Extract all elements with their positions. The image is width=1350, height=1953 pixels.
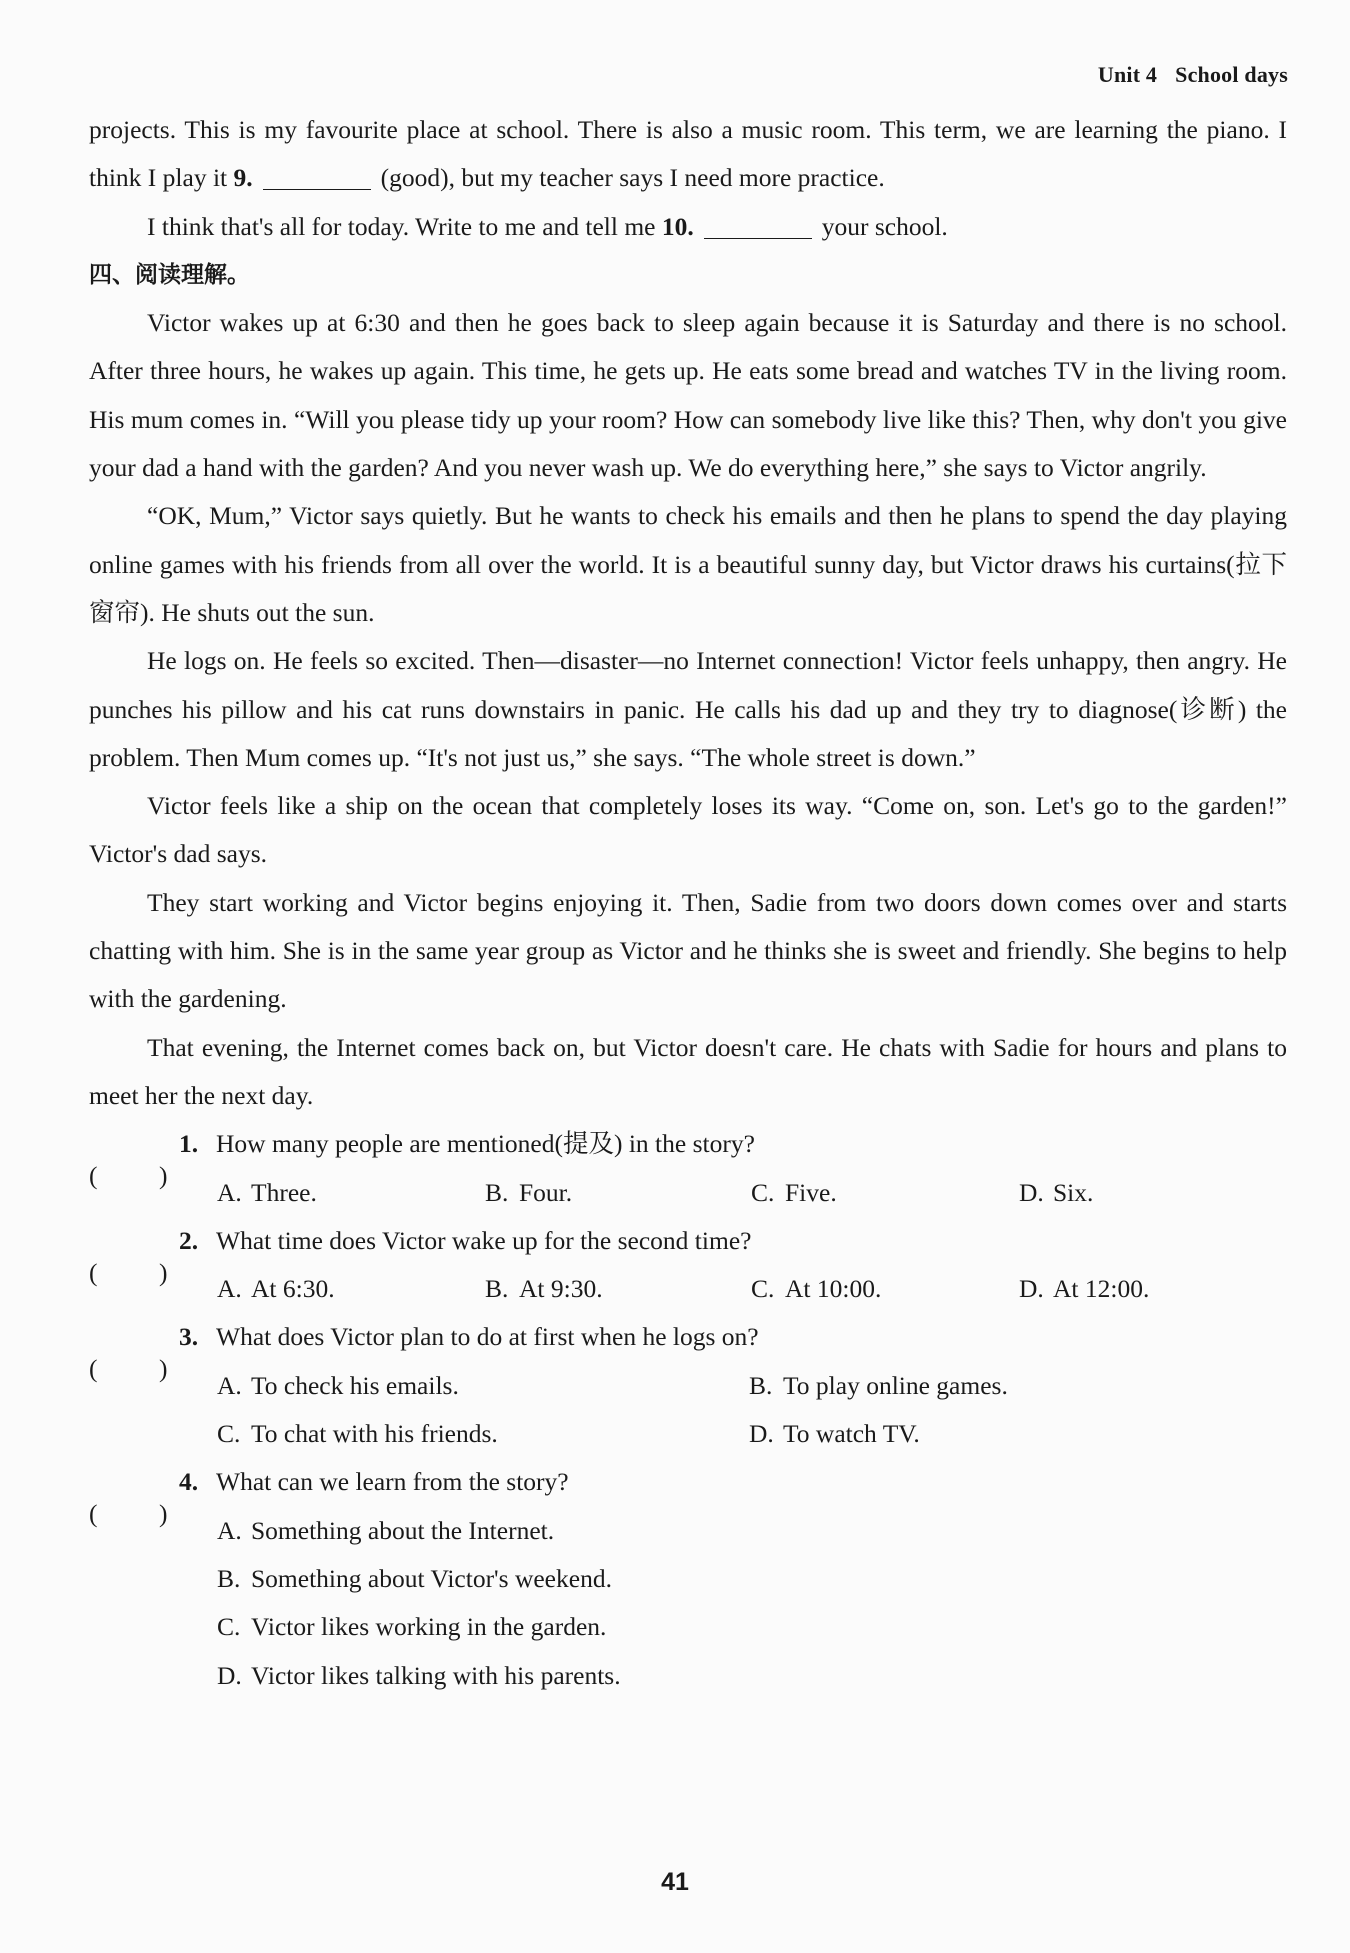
- option-text: To chat with his friends.: [251, 1419, 498, 1449]
- option-text: At 6:30.: [251, 1274, 335, 1304]
- question-4: [89, 1458, 1287, 1529]
- option-text: To check his emails.: [251, 1370, 459, 1400]
- question-number: 4.: [179, 1467, 199, 1497]
- option-b[interactable]: [485, 1169, 572, 1217]
- question-text: What does Victor plan to do at first when he logs on?: [216, 1322, 759, 1352]
- reading-paragraph: Victor wakes up at 6:30 and then he goes back to sleep again because it is Saturday and there is no school. After three hours, he wakes up again. This time, he gets up. He eats some bread and watches TV in the living room. His mum comes in. “Will you please tidy up your room? How can somebody live like this? Then, why don't you give your dad a hand with the garden? And you never wash up. We do everything here,” she says to Victor angrily.: [89, 308, 1287, 483]
- option-a[interactable]: [217, 1265, 335, 1313]
- option-letter: C.: [217, 1419, 241, 1449]
- question-4-option-c-row: [89, 1603, 1287, 1651]
- blank-number-10: 10.: [661, 211, 694, 241]
- option-d[interactable]: [1019, 1169, 1093, 1217]
- answer-blank-9[interactable]: [263, 164, 371, 191]
- option-a[interactable]: [217, 1362, 459, 1410]
- option-letter: A.: [217, 1177, 242, 1207]
- option-text: Six.: [1053, 1177, 1094, 1207]
- option-letter: A.: [217, 1515, 242, 1545]
- paren-left: (: [89, 1161, 98, 1191]
- page-content: [89, 106, 1287, 1700]
- option-b[interactable]: [485, 1265, 603, 1313]
- question-number: 3.: [179, 1322, 199, 1352]
- option-c[interactable]: [217, 1603, 606, 1651]
- option-letter: A.: [217, 1370, 242, 1400]
- question-4-option-d-row: [89, 1652, 1287, 1700]
- option-letter: C.: [217, 1612, 241, 1642]
- reading-paragraph: “OK, Mum,” Victor says quietly. But he wants to check his emails and then he plans to spend the day playing online games with his friends from all over the world. It is a beautiful sunny day, but Victor draws his curtains(拉下窗帘). He shuts out the sun.: [89, 501, 1287, 627]
- option-d[interactable]: [749, 1410, 920, 1458]
- blank-number-9: 9.: [233, 163, 253, 193]
- section-title: 四、阅读理解。: [89, 261, 250, 288]
- reading-paragraph: That evening, the Internet comes back on, but Victor doesn't care. He chats with Sadie for hours and plans to meet her the next day.: [89, 1032, 1287, 1110]
- question-2: [89, 1217, 1287, 1287]
- paren-left: (: [89, 1257, 98, 1287]
- option-text: Victor likes working in the garden.: [251, 1612, 607, 1642]
- option-d[interactable]: [217, 1652, 621, 1700]
- option-a[interactable]: [217, 1507, 554, 1555]
- question-2-options: [89, 1265, 1287, 1313]
- option-a[interactable]: [217, 1169, 317, 1217]
- option-letter: D.: [1019, 1274, 1044, 1304]
- question-4-option-a-row: [89, 1507, 1287, 1555]
- option-b[interactable]: [217, 1555, 612, 1603]
- option-text: Something about Victor's weekend.: [251, 1563, 612, 1593]
- option-c[interactable]: [751, 1169, 837, 1217]
- option-d[interactable]: [1019, 1265, 1149, 1313]
- option-letter: B.: [217, 1563, 241, 1593]
- passage-text: your school.: [821, 211, 948, 241]
- passage-text: projects. This is my favourite place at school. There is also a music room. This term, we are learning the piano. I think I play it: [89, 115, 1287, 193]
- running-header: [1098, 62, 1288, 88]
- passage-text: I think that's all for today. Write to me and tell me: [147, 211, 656, 241]
- option-text: Three.: [251, 1177, 317, 1207]
- paren-left: (: [89, 1499, 98, 1529]
- option-text: To play online games.: [783, 1370, 1008, 1400]
- question-3: [89, 1313, 1287, 1384]
- answer-blank-10[interactable]: [704, 212, 812, 239]
- option-text: Five.: [785, 1177, 837, 1207]
- option-text: Four.: [519, 1177, 573, 1207]
- option-c[interactable]: [217, 1410, 498, 1458]
- reading-paragraph: Victor feels like a ship on the ocean that completely loses its way. “Come on, son. Let's go to the garden!” Victor's dad says.: [89, 791, 1287, 869]
- page-number: 41: [661, 1868, 689, 1896]
- passage-closing-paragraph: [89, 203, 1287, 251]
- option-letter: A.: [217, 1274, 242, 1304]
- question-1-options: [89, 1169, 1287, 1217]
- question-3-options-row-2: [89, 1410, 1287, 1458]
- question-number: 1.: [179, 1129, 199, 1159]
- question-text: How many people are mentioned(提及) in the story?: [216, 1129, 755, 1159]
- paren-right: ): [159, 1354, 168, 1384]
- option-text: Victor likes talking with his parents.: [251, 1660, 621, 1690]
- option-text: Something about the Internet.: [251, 1515, 555, 1545]
- paren-left: (: [89, 1354, 98, 1384]
- option-text: At 10:00.: [785, 1274, 882, 1304]
- question-3-options-row-1: [89, 1362, 1287, 1410]
- reading-paragraph: He logs on. He feels so excited. Then—disaster—no Internet connection! Victor feels unhappy, then angry. He punches his pillow and his cat runs downstairs in panic. He calls his dad up and they try to diagnose(诊断) the problem. Then Mum comes up. “It's not just us,” she says. “The whole street is down.”: [89, 646, 1287, 772]
- option-letter: D.: [1019, 1177, 1044, 1207]
- option-text: To watch TV.: [783, 1419, 920, 1449]
- passage-text: (good), but my teacher says I need more practice.: [380, 163, 885, 193]
- option-text: At 9:30.: [519, 1274, 603, 1304]
- option-letter: D.: [217, 1660, 242, 1690]
- paren-right: ): [159, 1499, 168, 1529]
- option-b[interactable]: [749, 1362, 1008, 1410]
- option-letter: B.: [749, 1370, 773, 1400]
- paren-right: ): [159, 1161, 168, 1191]
- question-4-option-b-row: [89, 1555, 1287, 1603]
- option-letter: C.: [751, 1274, 775, 1304]
- question-text: What can we learn from the story?: [216, 1467, 569, 1497]
- option-c[interactable]: [751, 1265, 881, 1313]
- question-number: 2.: [179, 1225, 199, 1255]
- unit-title: School days: [1175, 62, 1288, 87]
- option-letter: D.: [749, 1419, 774, 1449]
- option-letter: C.: [751, 1177, 775, 1207]
- option-letter: B.: [485, 1274, 509, 1304]
- paren-right: ): [159, 1257, 168, 1287]
- reading-paragraph: They start working and Victor begins enjoying it. Then, Sadie from two doors down comes over and starts chatting with him. She is in the same year group as Victor and he thinks she is sweet and friendly. She begins to help with the gardening.: [89, 887, 1287, 1014]
- question-1: [89, 1120, 1287, 1191]
- question-text: What time does Victor wake up for the second time?: [216, 1225, 752, 1255]
- option-text: At 12:00.: [1053, 1274, 1150, 1304]
- passage-continued-paragraph: [89, 106, 1287, 203]
- option-letter: B.: [485, 1177, 509, 1207]
- unit-label: Unit 4: [1097, 62, 1158, 87]
